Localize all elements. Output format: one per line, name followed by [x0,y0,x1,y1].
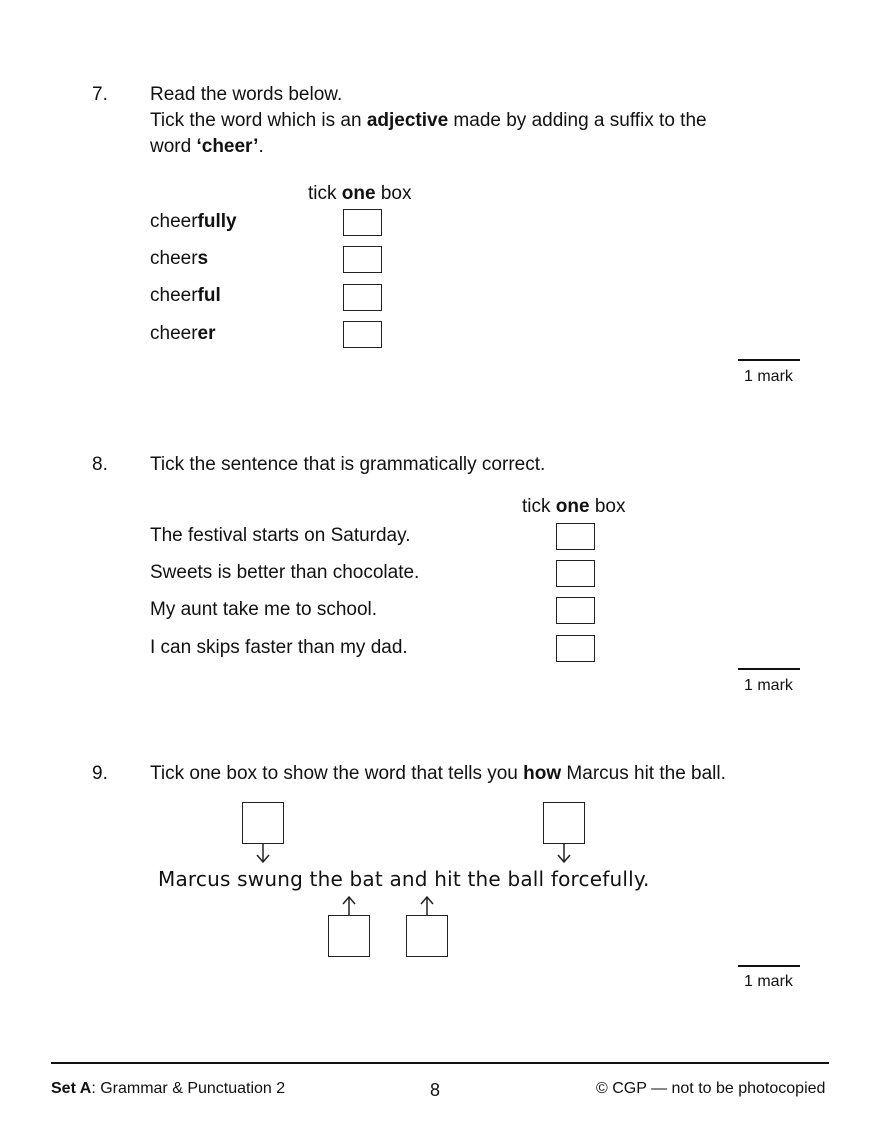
answer-option: Sweets is better than chocolate. [150,562,420,583]
example-sentence: Marcus swung the bat and hit the ball forcefully. [158,867,650,891]
down-arrow-icon [558,844,570,862]
footer-right: © CGP — not to be photocopied [596,1080,826,1097]
question-number: 7. [92,84,108,105]
mark-label: 1 mark [744,368,793,385]
down-arrow-icon [257,844,269,862]
question-prompt: Tick the sentence that is grammatically correct. [150,454,546,475]
up-arrow-icon [343,897,355,915]
up-arrow-icon [421,897,433,915]
tick-instruction: tick one box [308,183,412,204]
question-number: 8. [92,454,108,475]
suffix: er [197,323,216,344]
tick-instruction: tick one box [522,496,626,517]
answer-option: I can skips faster than my dad. [150,637,408,658]
question-line: Read the words below. [150,84,343,105]
emphasis-word: adjective [366,110,449,131]
suffix: s [197,248,209,269]
emphasis-word: how [523,763,562,784]
tick-box[interactable] [406,915,448,957]
footer-divider [51,1062,829,1064]
emphasis-word: ‘cheer’ [196,136,259,157]
answer-option: cheerful [150,285,221,306]
mark-line [738,965,800,967]
suffix: fully [197,211,237,232]
question-prompt: Tick one box to show the word that tells you how Marcus hit the ball. [150,763,726,784]
mark-label: 1 mark [744,973,793,990]
suffix: ful [197,285,221,306]
answer-option: cheers [150,248,209,269]
question-line: word ‘cheer’. [150,136,264,157]
footer-left: Set A: Grammar & Punctuation 2 [51,1080,286,1097]
mark-label: 1 mark [744,677,793,694]
question-line: Tick the word which is an adjective made by adding a suffix to the [150,110,707,131]
answer-option: cheerfully [150,211,237,232]
answer-option: cheerer [150,323,216,344]
tick-box[interactable] [328,915,370,957]
page-number: 8 [430,1080,441,1100]
question-number: 9. [92,763,108,784]
answer-option: My aunt take me to school. [150,599,378,620]
answer-option: The festival starts on Saturday. [150,525,411,546]
